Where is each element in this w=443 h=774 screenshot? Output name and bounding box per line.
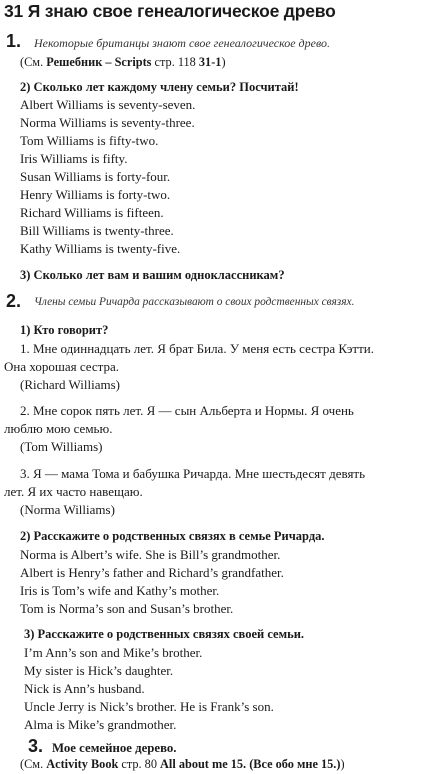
age-line: Norma Williams is seventy-three.	[20, 115, 195, 130]
age-line: Tom Williams is fifty-two.	[20, 133, 159, 148]
reference-page: стр. 118	[151, 55, 199, 69]
exercise-2-instruction: Члены семьи Ричарда рассказывают о своих родственных связях.	[34, 296, 355, 308]
family-line: Uncle Jerry is Nick’s brother. He is Frank’s son.	[24, 699, 274, 714]
age-line: Kathy Williams is twenty-five.	[20, 241, 181, 256]
age-line: Iris Williams is fifty.	[20, 151, 128, 166]
exercise-1-question-2: 2) Сколько лет каждому члену семьи? Посчитай!	[20, 80, 299, 94]
exercise-2-question-1: 1) Кто говорит?	[20, 323, 109, 337]
age-line: Susan Williams is forty-four.	[20, 169, 171, 184]
page-title: 31 Я знаю свое генеалогическое древо	[4, 1, 336, 21]
speaker-3-line: лет. Я их часто навещаю.	[4, 484, 143, 499]
exercise-2-number: 2.	[6, 291, 22, 311]
speaker-1-line: 1. Мне одиннадцать лет. Я брат Била. У меня есть сестра Кэтти.	[20, 341, 374, 356]
speaker-2-line: люблю мою семью.	[4, 421, 113, 436]
age-line: Bill Williams is twenty-three.	[20, 223, 174, 238]
family-line: Nick is Ann’s husband.	[24, 681, 145, 696]
relation-line: Norma is Albert’s wife. She is Bill’s grandmother.	[20, 547, 281, 562]
reference-prefix: (См.	[20, 55, 47, 69]
relation-line: Iris is Tom’s wife and Kathy’s mother.	[20, 583, 220, 598]
exercise-3-reference	[20, 757, 345, 772]
exercise-2-question-2: 2) Расскажите о родственных связях в семье Ричарда.	[20, 529, 325, 543]
age-line: Henry Williams is forty-two.	[20, 187, 171, 202]
family-line: Alma is Mike’s grandmother.	[24, 717, 177, 732]
age-line: Albert Williams is seventy-seven.	[20, 97, 196, 112]
exercise-3-title: Мое семейное дерево.	[52, 741, 177, 755]
family-line: I’m Ann’s son and Mike’s brother.	[24, 645, 203, 660]
reference-book: Решебник – Scripts	[46, 55, 152, 69]
exercise-1-reference	[20, 55, 226, 70]
relation-line: Tom is Norma’s son and Susan’s brother.	[20, 601, 234, 616]
relation-line: Albert is Henry’s father and Richard’s grandfather.	[20, 565, 284, 580]
exercise-1-instruction: Некоторые британцы знают свое генеалогическое древо.	[34, 36, 330, 50]
exercise-1-number: 1.	[6, 31, 22, 51]
reference-section: All about me 15. (Все обо мне 15.)	[160, 757, 341, 771]
exercise-3-number: 3.	[28, 736, 44, 756]
reference-book: Activity Book	[46, 757, 119, 771]
reference-suffix: )	[340, 757, 345, 771]
reference-suffix: )	[221, 55, 226, 69]
reference-code: 31-1	[198, 55, 222, 69]
reference-page: стр. 80	[118, 757, 161, 771]
family-line: My sister is Hick’s daughter.	[24, 663, 174, 678]
exercise-2-question-3: 3) Расскажите о родственных связях своей семьи.	[24, 627, 305, 641]
speaker-2-line: 2. Мне сорок пять лет. Я — сын Альберта и Нормы. Я очень	[20, 403, 354, 418]
speaker-1-answer: (Richard Williams)	[20, 377, 120, 392]
reference-prefix: (См.	[20, 757, 47, 771]
age-line: Richard Williams is fifteen.	[20, 205, 164, 220]
exercise-1-question-3: 3) Сколько лет вам и вашим одноклассникам?	[20, 268, 285, 282]
speaker-2-answer: (Tom Williams)	[20, 439, 103, 454]
speaker-3-answer: (Norma Williams)	[20, 502, 115, 517]
speaker-1-line: Она хорошая сестра.	[4, 359, 120, 374]
speaker-3-line: 3. Я — мама Тома и бабушка Ричарда. Мне шестьдесят девять	[20, 466, 366, 481]
